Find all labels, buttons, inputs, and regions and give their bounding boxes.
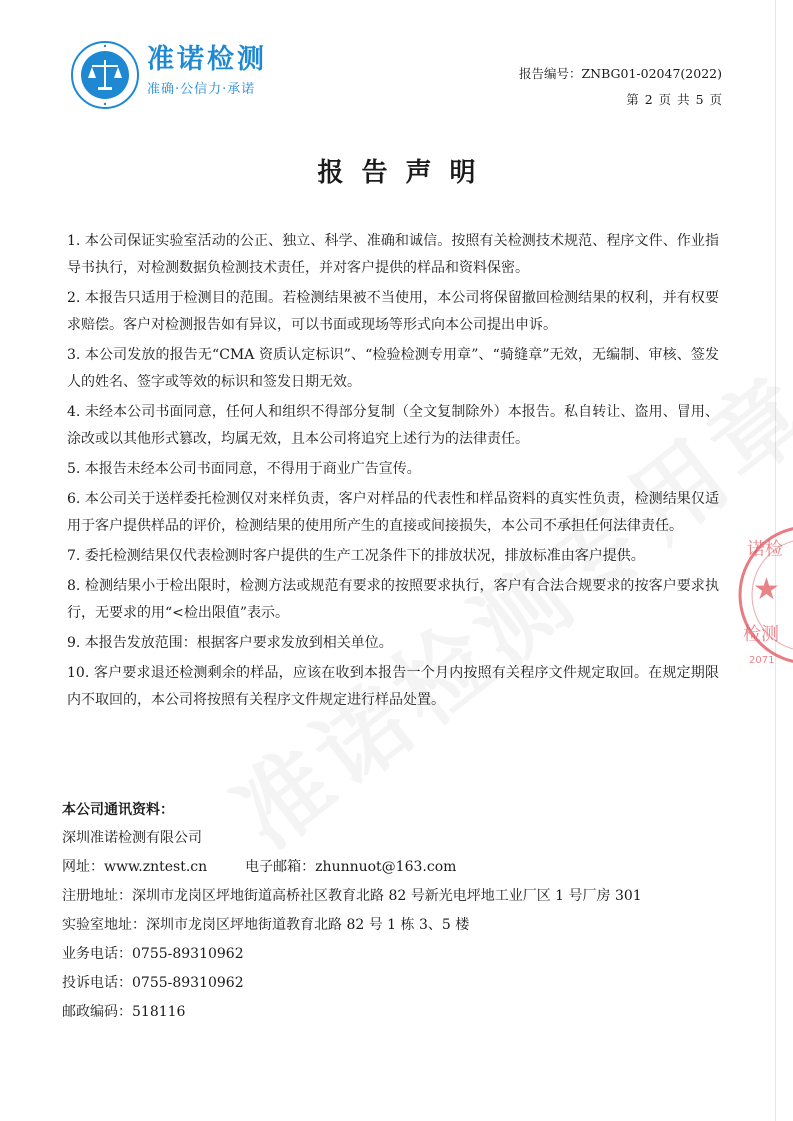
statement-item: 6. 本公司关于送样委托检测仅对来样负责，客户对样品的代表性和样品资料的真实性负责，检测结果仅适用于客户提供样品的评价，检测结果的使用所产生的直接或间接损失，本公司不承担任何法律责任。	[67, 491, 719, 534]
company-name: 深圳准诺检测有限公司	[62, 830, 202, 846]
postal-code: 邮政编码：518116	[62, 1004, 186, 1020]
statement-item: 5. 本报告未经本公司书面同意，不得用于商业广告宣传。	[67, 461, 421, 477]
statement-item: 7. 委托检测结果仅代表检测时客户提供的生产工况条件下的排放状况，排放标准由客户提供。	[67, 548, 645, 564]
website-text: 网址：www.zntest.cn	[62, 859, 208, 875]
svg-text:诺检: 诺检	[747, 539, 783, 560]
statement-item: 1. 本公司保证实验室活动的公正、独立、科学、准确和诚信。按照有关检测技术规范、程序文件、作业指导书执行，对检测数据负检测技术责任，并对客户提供的样品和资料保密。	[67, 233, 719, 276]
svg-text:检测: 检测	[743, 624, 779, 645]
statement-item: 9. 本报告发放范围：根据客户要求发放到相关单位。	[67, 635, 393, 651]
page-title: 报告声明	[317, 158, 494, 188]
statement-item: 2. 本报告只适用于检测目的范围。若检测结果被不当使用，本公司将保留撤回检测结果的权利，并有权要求赔偿。客户对检测报告如有异议，可以书面或现场等形式向本公司提出申诉。	[67, 290, 719, 333]
svg-text:★: ★	[753, 572, 780, 607]
email-text: 电子邮箱：zhunnuot@163.com	[245, 859, 457, 875]
statement-item: 4. 未经本公司书面同意，任何人和组织不得部分复制（全文复制除外）本报告。私自转让、盗用、冒用、涂改或以其他形式篡改，均属无效，且本公司将追究上述行为的法律责任。	[67, 404, 719, 447]
page-info: 第 2 页 共 5 页	[626, 92, 722, 107]
statement-item: 8. 检测结果小于检出限时，检测方法或规范有要求的按照要求执行，客户有合法合规要求的按客户要求执行，无要求的用“<检出限值”表示。	[67, 578, 719, 621]
brand-block	[147, 44, 267, 97]
svg-text:2071: 2071	[749, 655, 775, 666]
contact-info	[62, 796, 742, 1027]
registered-address: 注册地址：深圳市龙岗区坪地街道高桥社区教育北路 82 号新光电坪地工业厂区 1 号厂房 301	[62, 888, 642, 904]
statement-item: 3. 本公司发放的报告无“CMA 资质认定标识”、“检验检测专用章”、“骑缝章”无效，无编制、审核、签发人的姓名、签字或等效的标识和签发日期无效。	[67, 347, 719, 390]
company-logo	[70, 40, 140, 110]
complaint-phone: 投诉电话：0755-89310962	[62, 975, 244, 991]
statement-item: 10. 客户要求退还检测剩余的样品，应该在收到本报告一个月内按照有关程序文件规定取回。在规定期限内不取回的，本公司将按照有关程序文件规定进行样品处置。	[67, 665, 719, 708]
brand-slogan: 准确·公信力·承诺	[147, 82, 256, 97]
contact-heading: 本公司通讯资料：	[62, 802, 174, 818]
web-email-line	[62, 853, 742, 882]
report-number: 报告编号：ZNBG01-02047(2022)	[519, 66, 722, 81]
business-phone: 业务电话：0755-89310962	[62, 946, 244, 962]
brand-name: 准诺检测	[147, 44, 267, 75]
lab-address: 实验室地址：深圳市龙岗区坪地街道教育北路 82 号 1 栋 3、5 楼	[62, 917, 470, 933]
partial-seal-stamp	[733, 515, 793, 675]
